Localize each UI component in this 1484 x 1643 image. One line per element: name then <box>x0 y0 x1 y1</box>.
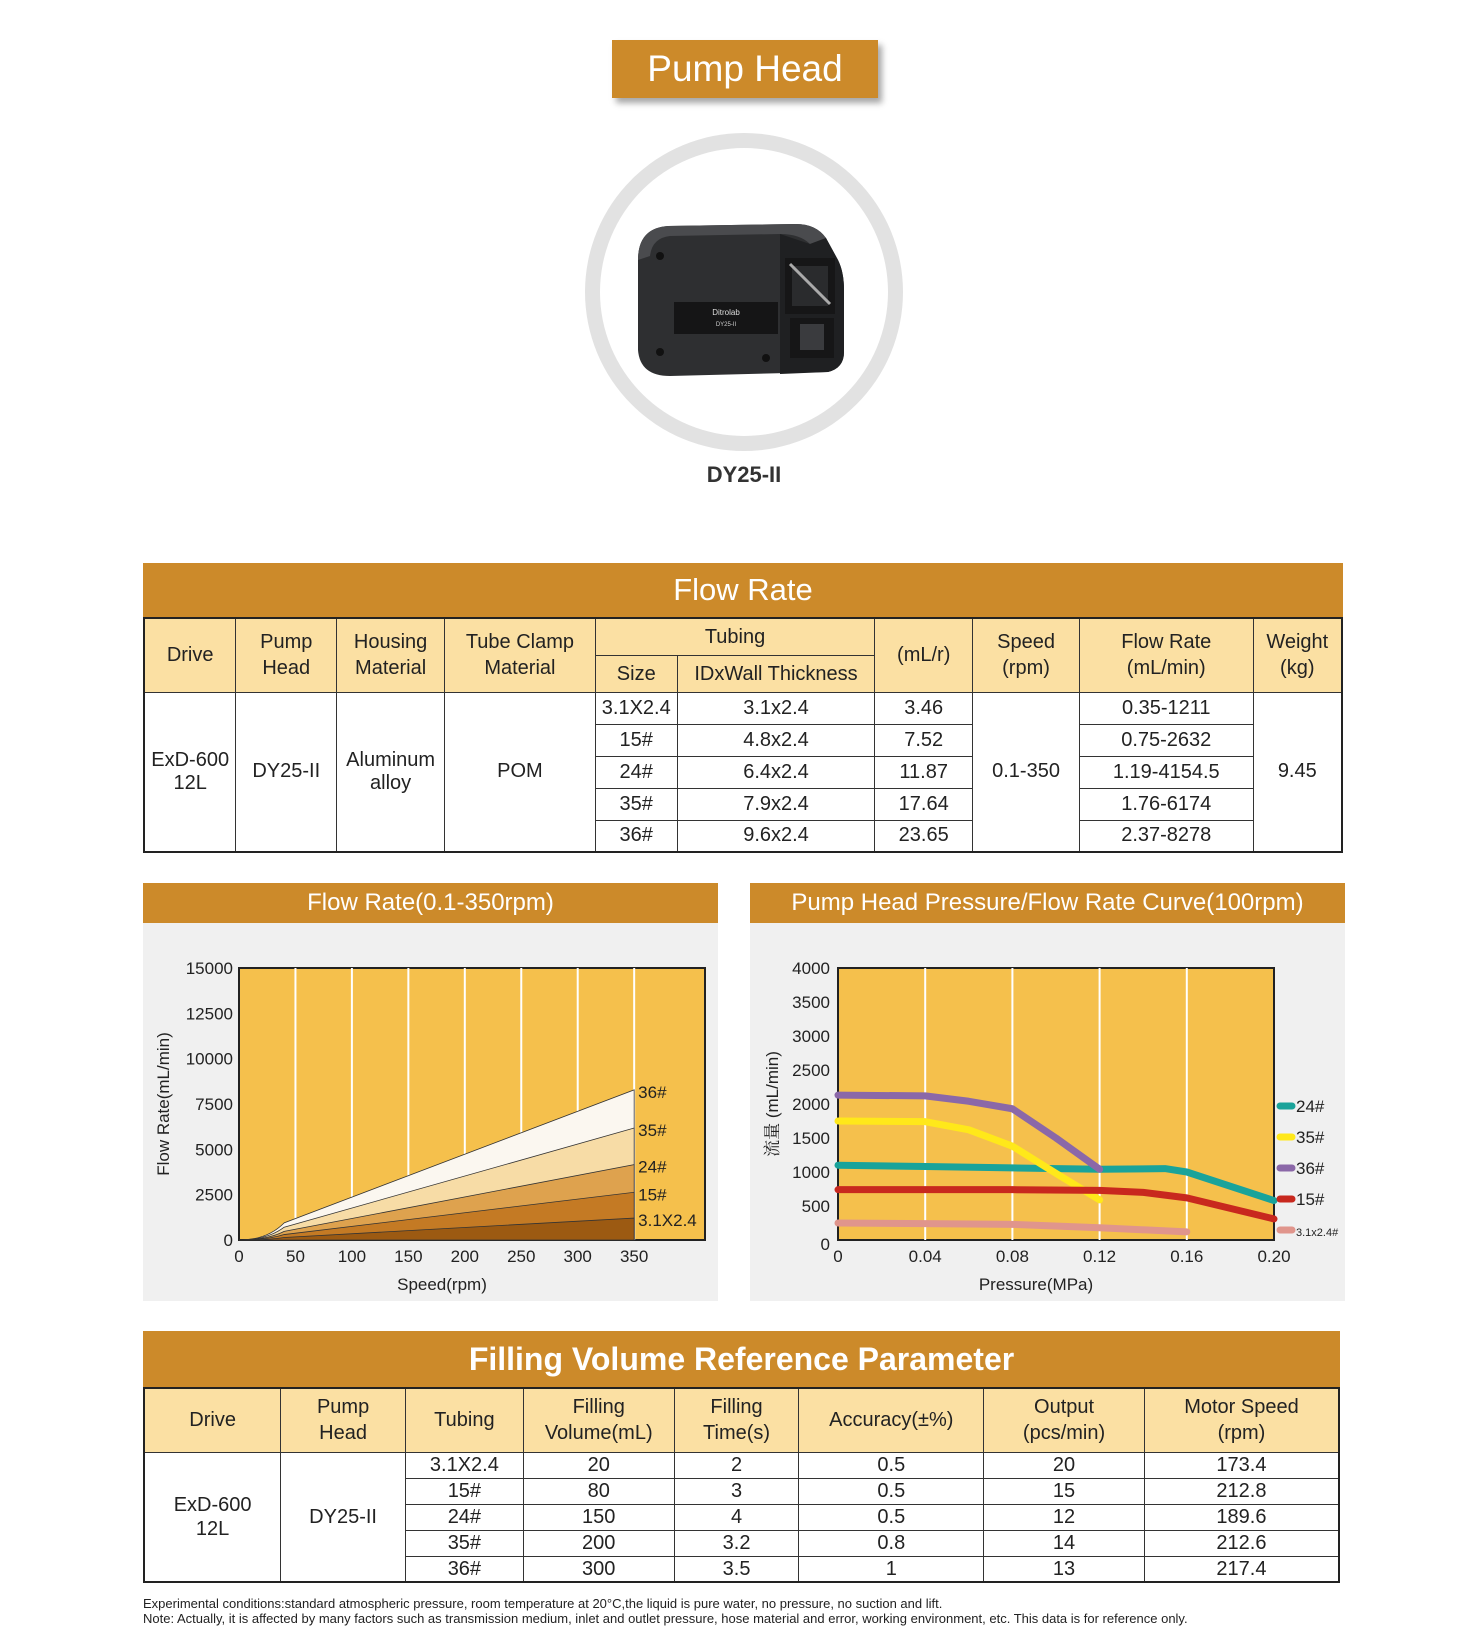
product-caption: DY25-II <box>706 462 782 487</box>
y-tick-label: 12500 <box>185 1004 233 1024</box>
mlr-cell: 11.87 <box>875 756 973 788</box>
x-tick-label: 350 <box>619 1247 649 1266</box>
motor-speed-cell: 212.8 <box>1144 1478 1339 1504</box>
page-title: Pump Head <box>612 40 878 98</box>
tubing-cell: 36# <box>405 1556 523 1582</box>
header-speed: Speed (rpm) <box>973 618 1080 692</box>
y-tick-label: 2500 <box>195 1185 233 1205</box>
x-tick-label: 250 <box>507 1247 536 1266</box>
flow-cell: 1.76-6174 <box>1079 788 1253 820</box>
idwall-cell: 3.1x2.4 <box>677 692 875 724</box>
volume-cell: 150 <box>523 1504 674 1530</box>
x-tick-label: 0 <box>833 1247 843 1266</box>
y-tick-label: 4000 <box>792 959 830 978</box>
header-pump-head: Pump Head <box>236 618 337 692</box>
output-cell: 12 <box>984 1504 1145 1530</box>
header-tubing: Tubing <box>595 618 875 655</box>
y-tick-label: 7500 <box>195 1095 233 1114</box>
size-cell: 36# <box>595 820 677 852</box>
idwall-cell: 6.4x2.4 <box>677 756 875 788</box>
y-tick-label: 15000 <box>185 959 233 978</box>
filling-volume-table <box>143 1387 1340 1583</box>
size-cell: 15# <box>595 724 677 756</box>
time-cell: 2 <box>674 1452 799 1478</box>
filling-volume-section <box>143 1331 1340 1583</box>
x-tick-label: 0.08 <box>995 1247 1029 1266</box>
y-tick-label: 1500 <box>792 1129 830 1148</box>
size-cell: 3.1X2.4 <box>595 692 677 724</box>
pump-head-cell: DY25-II <box>236 692 337 852</box>
y-tick-label: 2000 <box>792 1095 830 1114</box>
legend-label: 3.1x2.4# <box>1296 1227 1339 1239</box>
y-axis-label: 流量 (mL/min) <box>763 1051 782 1157</box>
x-tick-label: 200 <box>450 1247 479 1266</box>
idwall-cell: 7.9x2.4 <box>677 788 875 820</box>
header-weight: Weight (kg) <box>1253 618 1342 692</box>
series-label: 36# <box>638 1082 667 1102</box>
product-label-model: DY25-II <box>715 322 737 328</box>
pressure-flow-chart-title: Pump Head Pressure/Flow Rate Curve(100rpm) <box>750 883 1345 923</box>
y-tick-label: 3500 <box>792 993 830 1012</box>
header-motor-speed: Motor Speed (rpm) <box>1144 1388 1339 1452</box>
y-tick-label: 5000 <box>195 1140 233 1160</box>
flow-rate-section <box>143 563 1343 853</box>
series-label: 15# <box>638 1185 667 1205</box>
motor-speed-cell: 173.4 <box>1144 1452 1339 1478</box>
x-axis-label: Speed(rpm) <box>397 1275 487 1294</box>
reference-note: Note: Actually, it is affected by many factors such as transmission medium, inlet and outlet pressure, hose material and error, working environment, etc. This data is for reference only. <box>143 1611 1188 1626</box>
flow-cell: 2.37-8278 <box>1079 820 1253 852</box>
legend-label: 15# <box>1296 1190 1325 1209</box>
pressure-flow-chart-panel <box>750 883 1345 1301</box>
housing-cell: Aluminum alloy <box>337 692 445 852</box>
y-tick-label: 10000 <box>185 1049 233 1069</box>
series-label: 3.1X2.4 <box>638 1211 697 1231</box>
header-ml-per-rev: (mL/r) <box>875 618 973 692</box>
motor-speed-cell: 217.4 <box>1144 1556 1339 1582</box>
accuracy-cell: 0.8 <box>799 1530 984 1556</box>
flow-cell: 0.75-2632 <box>1079 724 1253 756</box>
y-axis-label: Flow Rate(mL/min) <box>154 1032 173 1176</box>
accuracy-cell: 0.5 <box>799 1478 984 1504</box>
idwall-cell: 4.8x2.4 <box>677 724 875 756</box>
pressure-flow-chart <box>750 923 1345 1301</box>
tubing-cell: 35# <box>405 1530 523 1556</box>
x-tick-label: 150 <box>394 1247 423 1266</box>
accuracy-cell: 1 <box>799 1556 984 1582</box>
clamp-cell: POM <box>445 692 596 852</box>
x-tick-label: 50 <box>285 1247 305 1266</box>
volume-cell: 300 <box>523 1556 674 1582</box>
header-filling-time: Filling Time(s) <box>674 1388 799 1452</box>
header-drive: Drive <box>144 1388 281 1452</box>
mlr-cell: 17.64 <box>875 788 973 820</box>
output-cell: 15 <box>984 1478 1145 1504</box>
size-cell: 24# <box>595 756 677 788</box>
y-tick-label: 1000 <box>792 1163 830 1182</box>
output-cell: 13 <box>984 1556 1145 1582</box>
volume-cell: 80 <box>523 1478 674 1504</box>
header-flow-rate: Flow Rate (mL/min) <box>1079 618 1253 692</box>
flow-rate-chart-panel <box>143 883 718 1301</box>
product-label-brand: Ditrolab <box>712 308 740 317</box>
y-tick-label: 500 <box>801 1197 830 1216</box>
flow-cell: 1.19-4154.5 <box>1079 756 1253 788</box>
accuracy-cell: 0.5 <box>799 1504 984 1530</box>
motor-speed-cell: 212.6 <box>1144 1530 1339 1556</box>
x-tick-label: 100 <box>337 1247 367 1266</box>
mlr-cell: 3.46 <box>875 692 973 724</box>
legend-label: 24# <box>1296 1097 1325 1116</box>
flow-rate-title: Flow Rate <box>143 563 1343 617</box>
idwall-cell: 9.6x2.4 <box>677 820 875 852</box>
series-label: 24# <box>638 1157 667 1177</box>
experimental-conditions-note: Experimental conditions:standard atmospheric pressure, room temperature at 20°C,the liquid is pure water, no pressure, no suction and lift. <box>143 1596 943 1611</box>
drive-cell: ExD-600 12L <box>144 692 236 852</box>
time-cell: 4 <box>674 1504 799 1530</box>
header-accuracy: Accuracy(±%) <box>799 1388 984 1452</box>
x-tick-label: 300 <box>563 1247 592 1266</box>
table-row <box>144 692 1342 724</box>
x-tick-label: 0.12 <box>1083 1247 1117 1266</box>
accuracy-cell: 0.5 <box>799 1452 984 1478</box>
header-tube-clamp-material: Tube Clamp Material <box>445 618 596 692</box>
y-tick-label: 2500 <box>792 1061 830 1080</box>
size-cell: 35# <box>595 788 677 820</box>
y-tick-label: 0 <box>820 1235 830 1254</box>
time-cell: 3 <box>674 1478 799 1504</box>
pump-head-cell: DY25-II <box>281 1452 406 1582</box>
motor-speed-cell: 189.6 <box>1144 1504 1339 1530</box>
time-cell: 3.5 <box>674 1556 799 1582</box>
header-housing-material: Housing Material <box>337 618 445 692</box>
weight-cell: 9.45 <box>1253 692 1342 852</box>
tubing-cell: 3.1X2.4 <box>405 1452 523 1478</box>
flow-cell: 0.35-1211 <box>1079 692 1253 724</box>
mlr-cell: 7.52 <box>875 724 973 756</box>
output-cell: 14 <box>984 1530 1145 1556</box>
header-idwall: IDxWall Thickness <box>677 655 875 692</box>
x-axis-label: Pressure(MPa) <box>978 1275 1094 1294</box>
x-tick-label: 0 <box>234 1247 244 1266</box>
header-tubing: Tubing <box>405 1388 523 1452</box>
table-row <box>144 1452 1339 1478</box>
tubing-cell: 15# <box>405 1478 523 1504</box>
header-drive: Drive <box>144 618 236 692</box>
legend-label: 36# <box>1296 1159 1325 1178</box>
volume-cell: 20 <box>523 1452 674 1478</box>
pump-head-product-image <box>630 220 852 382</box>
footnotes <box>143 1596 1473 1626</box>
header-size: Size <box>595 655 677 692</box>
output-cell: 20 <box>984 1452 1145 1478</box>
volume-cell: 200 <box>523 1530 674 1556</box>
flow-rate-table <box>143 617 1343 853</box>
header-filling-volume: Filling Volume(mL) <box>523 1388 674 1452</box>
filling-volume-title: Filling Volume Reference Parameter <box>143 1331 1340 1387</box>
legend-label: 35# <box>1296 1128 1325 1147</box>
drive-cell: ExD-600 12L <box>144 1452 281 1582</box>
y-tick-label: 3000 <box>792 1027 830 1046</box>
flow-rate-chart-title: Flow Rate(0.1-350rpm) <box>143 883 718 923</box>
mlr-cell: 23.65 <box>875 820 973 852</box>
plot-area <box>838 968 1274 1240</box>
x-tick-label: 0.20 <box>1257 1247 1291 1266</box>
header-output: Output (pcs/min) <box>984 1388 1145 1452</box>
x-tick-label: 0.04 <box>908 1247 942 1266</box>
header-pump-head: Pump Head <box>281 1388 406 1452</box>
speed-cell: 0.1-350 <box>973 692 1080 852</box>
x-tick-label: 0.16 <box>1170 1247 1204 1266</box>
time-cell: 3.2 <box>674 1530 799 1556</box>
flow-rate-chart <box>143 923 718 1301</box>
tubing-cell: 24# <box>405 1504 523 1530</box>
y-tick-label: 0 <box>223 1231 233 1250</box>
series-label: 35# <box>638 1121 667 1141</box>
